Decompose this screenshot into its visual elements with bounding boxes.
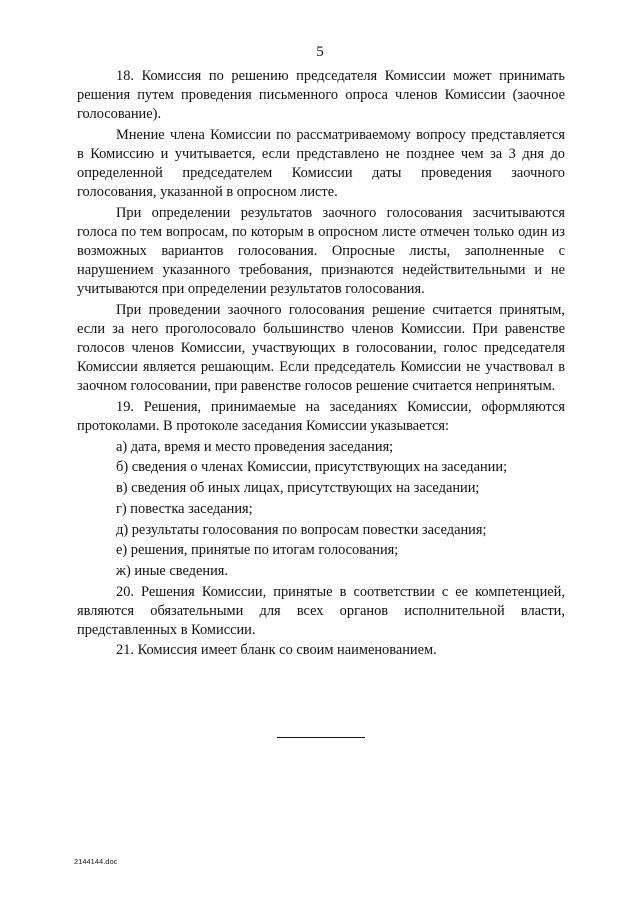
list-item-zh: ж) иные сведения. xyxy=(116,562,229,579)
paragraph-18: 18. Комиссия по решению председателя Комиссии может принимать решения путем проведения письменного опроса членов Комиссии (заочное голосование). xyxy=(77,68,565,123)
paragraph-member-opinion: Мнение члена Комиссии по рассматриваемому вопросу представляется в Комиссию и учитывается, если представлено не позднее чем за 3 дня до определенной председателем Комиссии даты проведения заочного голосования, указанной в опросном листе. xyxy=(77,126,565,201)
paragraph-decision-adopted: При проведении заочного голосования решение считается принятым, если за него проголосовало большинство членов Комиссии. При равенстве голосов членов Комиссии, участвующих в голосовании, голос председателя Комиссии является решающим. Если председатель Комиссии не участвовал в заочном голосовании, при равенстве голосов решение считается непринятым. xyxy=(77,301,565,395)
closing-separator-line xyxy=(277,737,365,738)
list-item-d: д) результаты голосования по вопросам повестки заседания; xyxy=(116,521,487,538)
document-file-code: 2144144.doc xyxy=(74,857,118,866)
list-item-e: е) решения, принятые по итогам голосования; xyxy=(116,542,399,559)
list-item-v: в) сведения об иных лицах, присутствующих на заседании; xyxy=(116,480,480,497)
document-body xyxy=(77,67,565,662)
list-item-b: б) сведения о членах Комиссии, присутствующих на заседании; xyxy=(116,459,508,476)
list-item-a: а) дата, время и место проведения заседания; xyxy=(116,438,394,455)
paragraph-20: 20. Решения Комиссии, принятые в соответствии с ее компетенцией, являются обязательными для всех органов исполнительной власти, представленных в Комиссии. xyxy=(77,583,565,638)
list-item-g: г) повестка заседания; xyxy=(116,500,253,517)
paragraph-19: 19. Решения, принимаемые на заседаниях Комиссии, оформляются протоколами. В протоколе заседания Комиссии указывается: xyxy=(77,398,565,435)
page-number: 5 xyxy=(316,44,324,60)
paragraph-vote-counting: При определении результатов заочного голосования засчитываются голоса по тем вопросам, по которым в опросном листе отмечен только один из возможных вариантов голосования. Опросные листы, заполненные с нарушением указанного требования, признаются недействительными и не учитываются при определении результатов голосования. xyxy=(77,204,565,298)
paragraph-21: 21. Комиссия имеет бланк со своим наименованием. xyxy=(116,642,437,659)
